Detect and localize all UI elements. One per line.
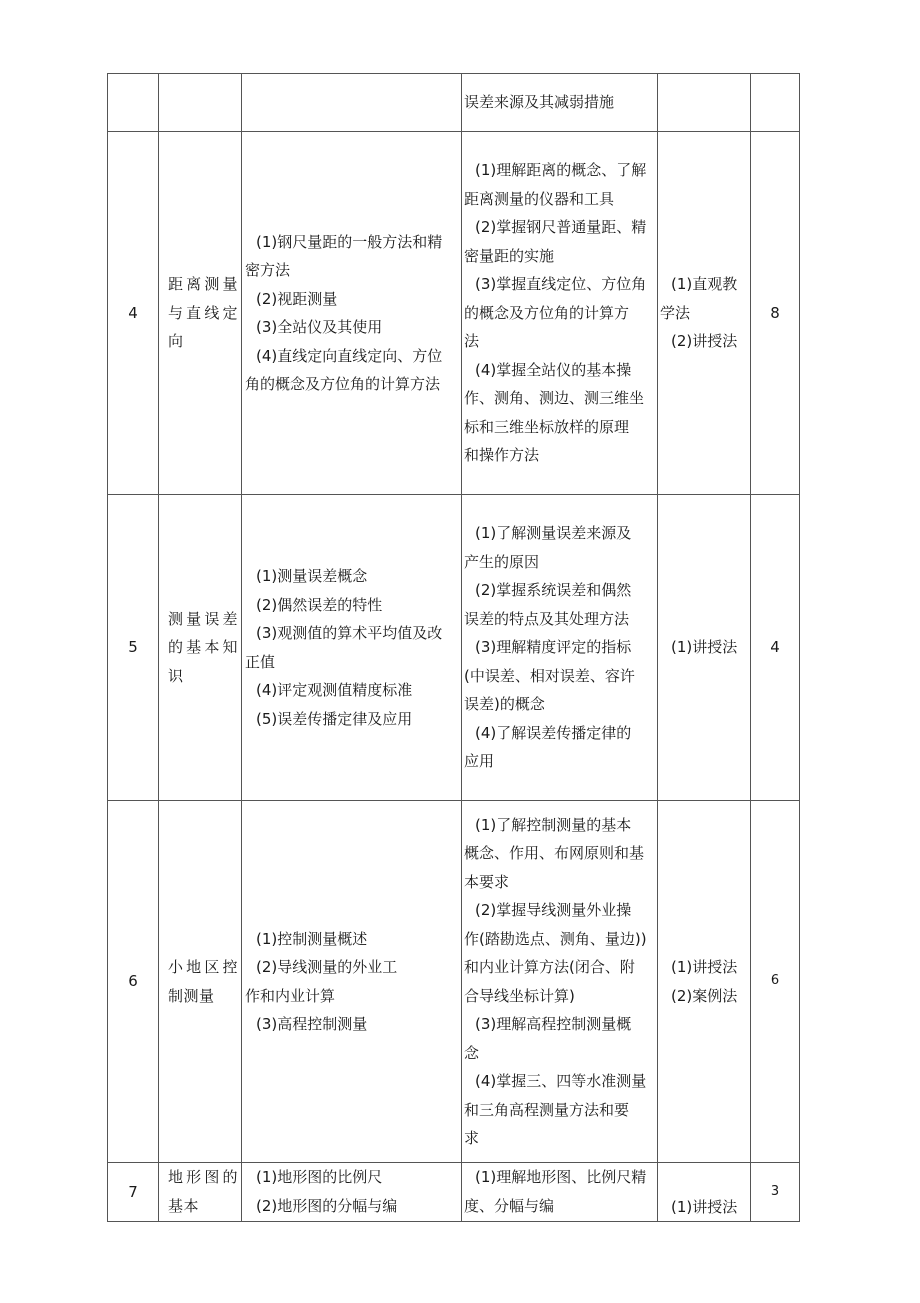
content-line: (4)直线定向直线定向、方位 [256, 346, 443, 365]
content-line: (1)钢尺量距的一般方法和精 [256, 232, 443, 251]
requirement-line: 本要求 [464, 872, 510, 891]
method-line: (1)讲授法 [671, 638, 738, 657]
syllabus-table [107, 73, 800, 1222]
cell-num: 4 [108, 132, 159, 495]
cell-num [108, 74, 159, 132]
requirement-line: 和内业计算方法(闭合、附 [464, 958, 635, 976]
requirement-line: (3)掌握直线定位、方位角 [475, 275, 647, 294]
content-line: (3)观测值的算术平均值及改 [256, 624, 443, 642]
cell-num: 7 [108, 1163, 159, 1222]
cell-chapter [159, 132, 242, 495]
requirement-line: 求 [464, 1129, 480, 1147]
content-line: (4)评定观测值精度标准 [256, 681, 413, 699]
cell-content [242, 495, 462, 801]
content-line: (5)误差传播定律及应用 [256, 709, 413, 728]
chapter-title: 测量误差的基本知识 [168, 609, 238, 685]
requirement-line: 应用 [464, 752, 495, 771]
method-line: (1)直观教 [671, 275, 738, 294]
requirement-line: 距离测量的仪器和工具 [464, 189, 615, 208]
requirement-line: 密量距的实施 [464, 246, 555, 265]
table-row [108, 801, 800, 1163]
cell-chapter [159, 801, 242, 1163]
requirement-line: (1)了解控制测量的基本 [475, 815, 632, 834]
chapter-title: 小地区控制测量 [168, 958, 238, 1005]
cell-hours: 4 [751, 495, 800, 801]
requirement-line: 作、测角、测边、测三维坐 [464, 389, 645, 408]
requirement-line: 概念、作用、布网原则和基 [464, 844, 645, 862]
requirement-line: 标和三维坐标放样的原理 [464, 417, 630, 436]
chapter-title: 地形图的基本 [168, 1168, 238, 1215]
cell-requirements [462, 801, 658, 1163]
requirement-line: (2)掌握系统误差和偶然 [475, 581, 632, 600]
requirement-line: 和操作方法 [464, 446, 540, 465]
cell-content [242, 1163, 462, 1222]
content-line: (2)导线测量的外业工 [256, 958, 398, 976]
requirement-line: (3)理解高程控制测量概 [475, 1015, 632, 1033]
cell-requirements [462, 74, 658, 132]
chapter-title: 距离测量与直线定向 [168, 275, 238, 351]
content-line: (1)控制测量概述 [256, 929, 368, 948]
requirement-line: (4)掌握全站仪的基本操 [475, 360, 632, 379]
requirement-line: 误差的特点及其处理方法 [464, 609, 630, 628]
requirement-line: (4)掌握三、四等水准测量 [475, 1072, 647, 1090]
content-line: (2)地形图的分幅与编 [256, 1196, 398, 1215]
content-line: 作和内业计算 [245, 986, 336, 1005]
content-line: 正值 [245, 652, 276, 671]
requirement-line: 法 [464, 332, 480, 351]
requirement-line: (1)了解测量误差来源及 [475, 524, 632, 543]
table-row [108, 132, 800, 495]
requirement-line: 作(踏勘选点、测角、量边)) [464, 929, 647, 948]
requirement-line: (2)掌握导线测量外业操 [475, 901, 632, 919]
method-line: (2)案例法 [671, 986, 738, 1005]
requirement-line: (中误差、相对误差、容许 [464, 666, 635, 685]
cell-method [658, 132, 751, 495]
method-line: 学法 [660, 303, 691, 322]
content-line: (1)测量误差概念 [256, 567, 368, 585]
cell-hours: 8 [751, 132, 800, 495]
requirement-line: 的概念及方位角的计算方 [464, 303, 630, 322]
cell-requirements [462, 1163, 658, 1222]
requirement-line: (3)理解精度评定的指标 [475, 638, 632, 657]
cell-requirements [462, 132, 658, 495]
cell-chapter [159, 74, 242, 132]
content-line: 角的概念及方位角的计算方法 [245, 375, 441, 393]
requirement-line: 误差来源及其减弱措施 [464, 93, 615, 112]
requirement-line: (4)了解误差传播定律的 [475, 723, 632, 742]
cell-content [242, 801, 462, 1163]
requirement-line: (1)理解地形图、比例尺精 [475, 1168, 647, 1186]
content-line: (3)全站仪及其使用 [256, 318, 383, 336]
requirement-line: 度、分幅与编 [464, 1196, 555, 1215]
method-line: (1)讲授法 [671, 1197, 738, 1216]
cell-method [658, 801, 751, 1163]
table-row-continued [108, 74, 800, 132]
requirement-line: 误差)的概念 [464, 695, 545, 714]
cell-chapter [159, 1163, 242, 1222]
cell-hours [751, 74, 800, 132]
requirement-line: 合导线坐标计算) [464, 986, 575, 1005]
requirement-line: 和三角高程测量方法和要 [464, 1100, 630, 1119]
content-line: (2)视距测量 [256, 289, 338, 308]
content-line: (1)地形图的比例尺 [256, 1168, 383, 1186]
cell-hours: 6 [751, 801, 800, 1163]
cell-method [658, 74, 751, 132]
requirement-line: (2)掌握钢尺普通量距、精 [475, 218, 647, 237]
cell-method [658, 495, 751, 801]
cell-content [242, 74, 462, 132]
cell-content [242, 132, 462, 495]
cell-chapter [159, 495, 242, 801]
cell-method [658, 1163, 751, 1222]
requirement-line: (1)理解距离的概念、了解 [475, 161, 647, 180]
requirement-line: 念 [464, 1043, 480, 1062]
cell-num: 5 [108, 495, 159, 801]
method-line: (2)讲授法 [671, 332, 738, 351]
requirement-line: 产生的原因 [464, 552, 540, 571]
content-line: 密方法 [245, 261, 291, 279]
cell-requirements [462, 495, 658, 801]
content-line: (2)偶然误差的特性 [256, 595, 383, 614]
cell-num: 6 [108, 801, 159, 1163]
content-line: (3)高程控制测量 [256, 1015, 368, 1033]
table-row [108, 495, 800, 801]
method-line: (1)讲授法 [671, 958, 738, 976]
cell-hours: 3 [751, 1163, 800, 1222]
table-row [108, 1163, 800, 1222]
